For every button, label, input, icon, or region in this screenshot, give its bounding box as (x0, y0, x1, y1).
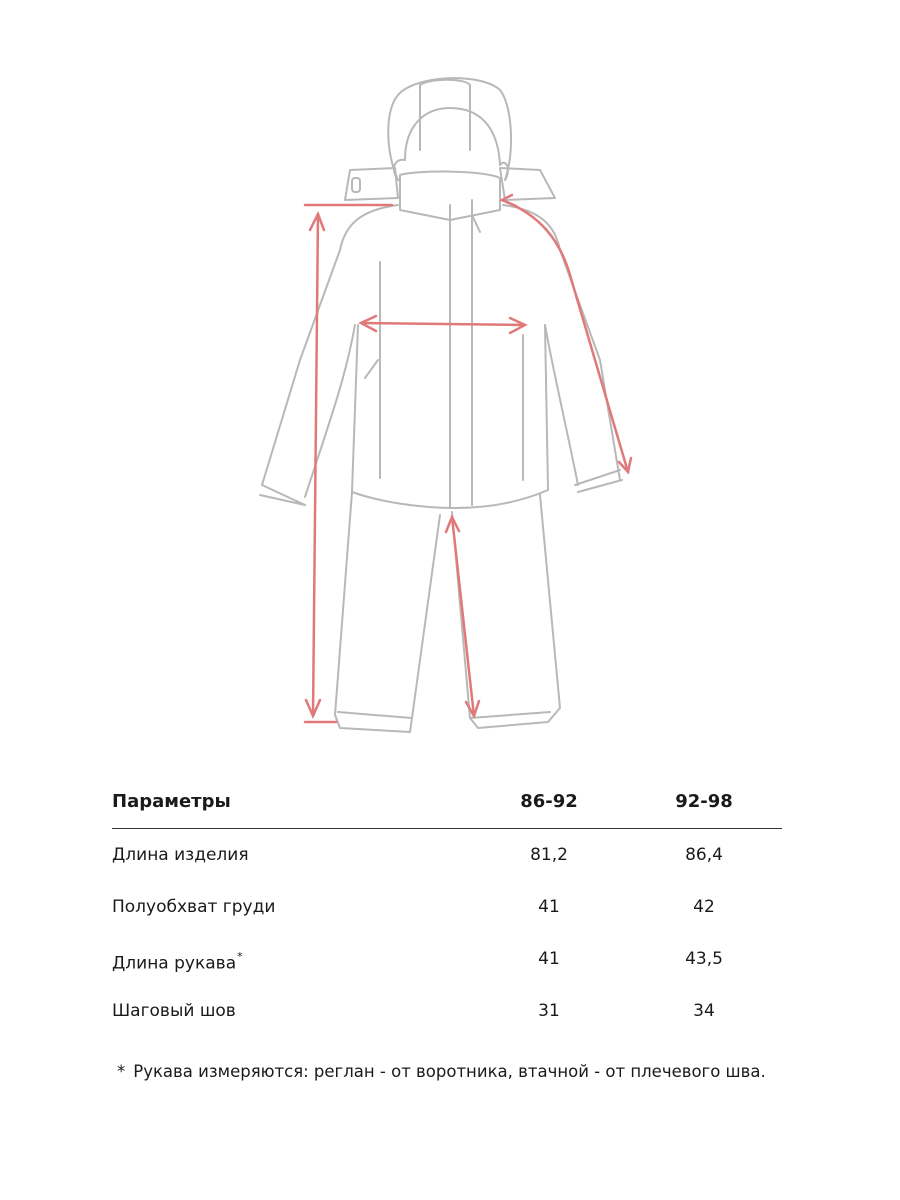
size-table (112, 778, 782, 1037)
footnote-mark: * (237, 950, 243, 963)
header-param: Параметры (112, 791, 231, 812)
row-value-86-92: 81,2 (530, 845, 568, 865)
row-value-92-98: 42 (693, 897, 715, 917)
inseam-arrow (452, 517, 474, 716)
row-value-92-98: 43,5 (685, 949, 723, 969)
footnote-star: * (117, 1062, 126, 1081)
table-row (112, 933, 782, 985)
chest-arrow (361, 323, 525, 325)
row-label: Шаговый шов (112, 1001, 236, 1021)
row-label: Полуобхват груди (112, 897, 276, 917)
table-row (112, 881, 782, 933)
footnote-text: Рукава измеряются: реглан - от воротника, втачной - от плечевого шва. (133, 1062, 766, 1081)
sleeve-arrow (502, 200, 628, 472)
row-label: Длина рукава (112, 953, 237, 974)
table-header (112, 778, 782, 829)
footnote (117, 1060, 766, 1084)
row-value-86-92: 41 (538, 949, 560, 969)
row-value-86-92: 41 (538, 897, 560, 917)
table-row (112, 829, 782, 881)
row-value-86-92: 31 (538, 1001, 560, 1021)
header-size-86-92: 86-92 (520, 791, 578, 812)
row-value-92-98: 34 (693, 1001, 715, 1021)
header-size-92-98: 92-98 (675, 791, 733, 812)
length-arrow (313, 214, 318, 716)
row-value-92-98: 86,4 (685, 845, 723, 865)
row-label-with-mark (112, 933, 243, 990)
row-label: Длина изделия (112, 845, 249, 865)
table-row (112, 985, 782, 1037)
